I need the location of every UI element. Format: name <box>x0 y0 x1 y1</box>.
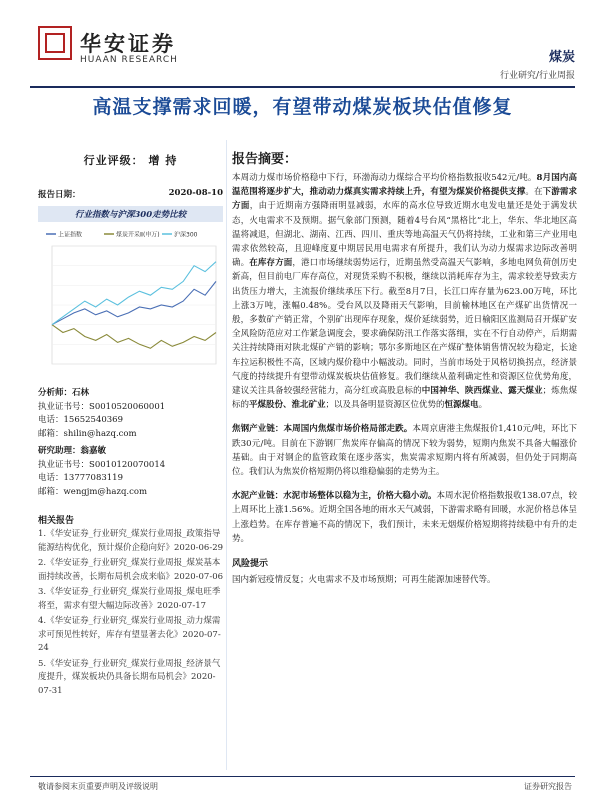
analyst-value: S0010520060001 <box>89 401 166 412</box>
analyst-value: 翁嘉敏 <box>80 446 107 456</box>
report-type: 行业研究/行业周报 <box>499 71 575 81</box>
related-report-item[interactable]: 1.《华安证券_行业研究_煤炭行业周报_政策指导能源结构优化，预计煤价企稳向好》2020-06-29 <box>38 529 224 553</box>
analyst-line <box>38 486 223 500</box>
risk-text: 国内新冠疫情反复；火电需求不及市场预期；可再生能源加速替代等。 <box>232 575 496 586</box>
analyst-key: 邮箱： <box>38 486 64 497</box>
summary-paragraph <box>232 171 577 412</box>
right-column <box>232 148 577 587</box>
analyst-key: 邮箱： <box>38 428 64 439</box>
related-report-item[interactable]: 3.《华安证券_行业研究_煤炭行业周报_煤电旺季将至，需求有望大幅边际改善》2020-07-17 <box>38 587 221 611</box>
related-reports-list <box>38 528 223 698</box>
analyst-key: 电话： <box>38 415 64 425</box>
emphasis-text: 下游需求方面 <box>232 187 577 212</box>
analyst-key: 研究助理： <box>38 446 81 456</box>
analyst-value: 15652540369 <box>63 415 124 425</box>
analyst-key: 执业证书号： <box>38 401 90 412</box>
body-text: ；以及具备明显资源区位优势的 <box>325 400 445 411</box>
body-text: ；炼焦煤标的 <box>232 386 577 411</box>
series-line <box>52 281 216 324</box>
summary-body <box>232 171 577 546</box>
report-title: 高温支撑需求回暖，有望带动煤炭板块估值修复 <box>92 96 513 118</box>
analyst-line <box>38 428 223 442</box>
legend-label: 上证指数 <box>58 231 83 239</box>
analyst-key: 执业证书号： <box>38 459 90 470</box>
chart-caption: 行业指数与沪深300走势比较 <box>38 206 223 222</box>
risk-title: 风险提示 <box>232 559 269 570</box>
series-line <box>52 262 216 325</box>
body-text: ，港口市场继续弱势运行，近期虽然受高温天气影响，多地电网负荷创历史新高，但目前电厂库存高位，对现货采购不积极，继续以消耗库存为主，需求较差导致卖方出货压力增大，主流报价继续承压下行。截至8月7日，长江口库存量为623.00万吨，环比上涨3万吨，涨幅0.48%。受台风以及降雨天气影响，目前榆林地区在产煤矿出货情况一般，多数矿产销正常，个别矿出现库存现象，煤价延续弱势，近日榆阳区监测局召开煤矿安全风险防范应对工作紧急调度会，要求确保防汛工作落实落细，实在不行自动停产，后期需关注持续降雨对陕北煤矿产销的影响；鄂尔多斯地区在产煤矿整体销售情况较为稳定，长途车拉运积极性不高，区域内煤价稳中小幅波动。同时，当前市场处于风格切换拐点，经济景气度的持续提升有望带动煤炭板块估值修复。我们继续从盈利确定性和资源区位优势角度，建议关注具备较强经营能力，高分红或高股息标的 <box>232 258 577 397</box>
logo-text-en: HUAAN RESEARCH <box>80 55 178 65</box>
legend-label: 沪深300 <box>174 231 198 239</box>
body-text: 。在 <box>525 187 543 198</box>
analyst-line <box>38 472 223 486</box>
analyst-value: wengjm@hazq.com <box>63 486 148 497</box>
analyst-key: 电话： <box>38 473 64 483</box>
emphasis-text: 在库存方面 <box>249 258 293 269</box>
related-report-item[interactable]: 4.《华安证券_行业研究_煤炭行业周报_动力煤需求可预见性转好，库存有望显著去化》2020-07-24 <box>38 616 221 653</box>
analyst-line <box>38 414 223 428</box>
emphasis-text: 中国神华、陕西煤业、露天煤业 <box>421 386 543 397</box>
analyst-value: S0010120070014 <box>89 459 166 470</box>
analyst-line <box>38 387 223 401</box>
summary-paragraph <box>232 489 577 546</box>
body-text: 本周水泥价格指数报收138.07点，较上周环比上涨1.56%。近期全国各地的雨水天气减弱，下游需求略有回暖，水泥价格总体呈上涨趋势。在库存普遍不高的情况下，我们预计，未来无烟煤价格短期将持续稳中有升的走势。 <box>232 491 577 544</box>
footer-divider <box>30 776 575 777</box>
summary-paragraph <box>232 422 577 479</box>
report-date-value: 2020-08-10 <box>168 188 223 198</box>
emphasis-text: 平煤股份、淮北矿业 <box>249 400 326 411</box>
related-report-item[interactable]: 2.《华安证券_行业研究_煤炭行业周报_煤炭基本面持续改善，长期布局机会成来临》2020-07-06 <box>38 558 224 582</box>
body-text: 本周动力煤市场价格稳中下行，环渤海动力煤综合平均价格指数报收542元/吨。 <box>232 173 537 183</box>
analyst-line <box>38 459 223 473</box>
analyst-info <box>38 387 223 499</box>
analyst-line <box>38 445 223 459</box>
analyst-value: shilin@hazq.com <box>63 428 137 439</box>
related-report-item[interactable]: 5.《华安证券_行业研究_煤炭行业周报_经济景气度提升，煤炭板块仍具备长期布局机会》2020-07-31 <box>38 658 221 696</box>
left-column <box>38 140 223 700</box>
emphasis-text: 水泥产业链：水泥市场整体以稳为主，价格大稳小动。 <box>232 491 437 502</box>
emphasis-text: 8月国内高温范围将逐步扩大，推动动力煤真实需求持续上升，有望为煤炭价格提供支撑 <box>232 173 577 198</box>
emphasis-text: 恒源煤电 <box>444 400 479 411</box>
analyst-value: 13777083119 <box>63 473 124 483</box>
summary-title: 报告摘要： <box>232 152 298 167</box>
analyst-line <box>38 401 223 415</box>
logo-text-cn: 华安证券 <box>80 31 176 56</box>
analyst-value: 石林 <box>72 388 90 398</box>
related-reports-title: 相关报告 <box>38 516 75 526</box>
report-date-label: 报告日期： <box>38 190 81 200</box>
series-line <box>52 325 216 349</box>
report-header <box>30 20 575 86</box>
body-text: 本周京唐港主焦煤报价1,410元/吨，环比下跌30元/吨。目前在下游钢厂焦炭库存偏高的情况下较为弱势，短期内焦炭不具备大幅涨价基础。由于对钢企的监管政策在逐步落实，焦炭需求短期内将有所减弱，但仍处于同期高位。我们认为焦炭价格短期仍将以维稳偏弱的走势为主。 <box>232 424 577 478</box>
logo-icon <box>38 26 72 60</box>
industry-label: 煤炭 <box>548 50 575 65</box>
index-comparison-chart <box>38 224 223 379</box>
footer-label: 证券研究报告 <box>524 782 572 791</box>
industry-rating: 行业评级： 增 持 <box>83 154 178 167</box>
body-text: ，由于近期南方强降雨明显减弱，水库的高水位导致近期水电发电量还是处于满发状态，火电需求不及预期。据气象部门预测，随着4号台风“黑格比”北上，华东、华北地区高温将减退，但湖北、湖南、江西、四川、重庆等地高温天气仍将持续，工业和第三产业用电需求依然较高，且迎峰度夏中期居民用电需求有所提升，我们认为动力煤需求边际改善明确。 <box>232 201 577 269</box>
emphasis-text: 焦钢产业链：本周国内焦煤市场价格局部走跌。 <box>232 424 413 435</box>
body-text: 。 <box>478 400 488 411</box>
column-divider <box>226 140 227 770</box>
header-divider <box>30 86 575 88</box>
analyst-key: 分析师： <box>38 388 73 398</box>
footer-disclaimer: 敬请参阅末页重要声明及评级说明 <box>38 782 158 791</box>
report-date-row <box>38 188 223 200</box>
legend-label: 煤炭开采Ⅱ(申万) <box>116 231 160 239</box>
